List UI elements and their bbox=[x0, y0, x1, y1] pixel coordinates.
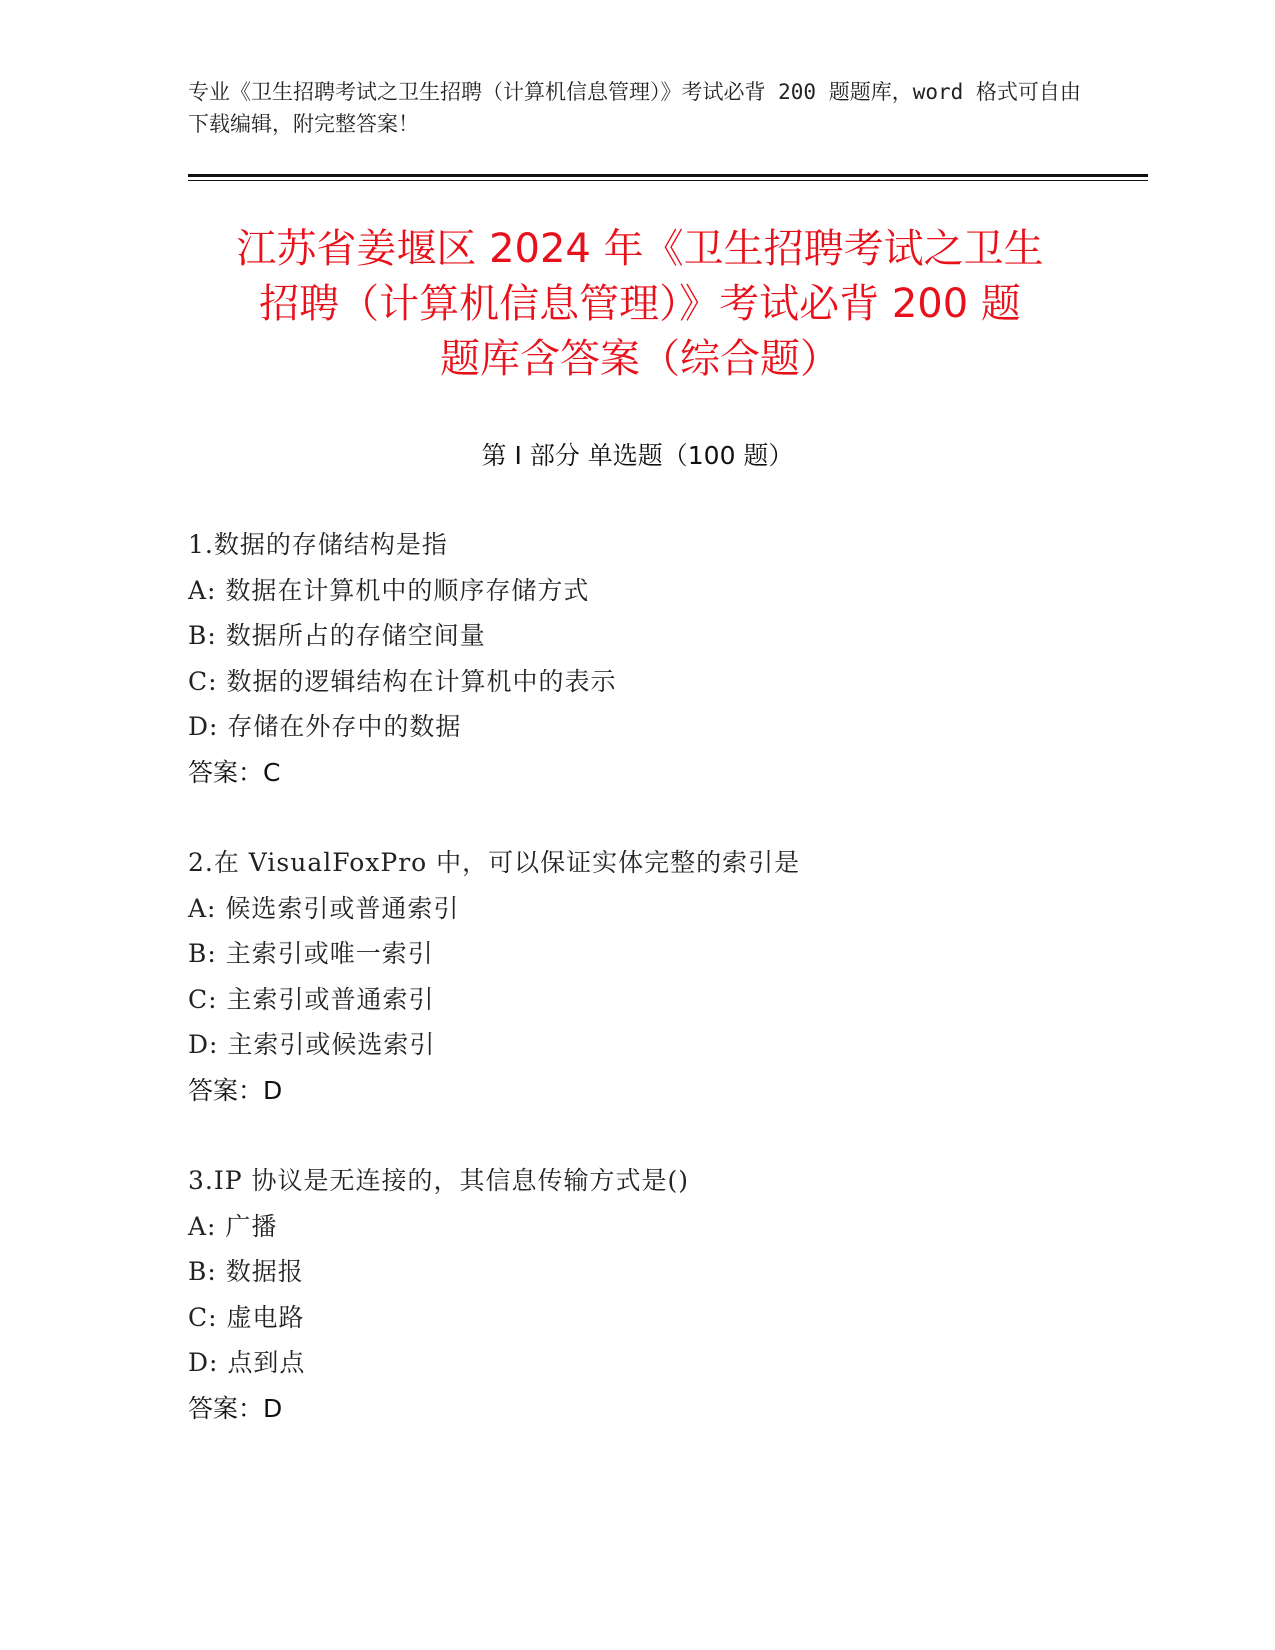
question-stem: 3.IP 协议是无连接的，其信息传输方式是() bbox=[188, 1166, 690, 1195]
option-b: B: 数据报 bbox=[188, 1257, 304, 1286]
option-a: A: 广播 bbox=[188, 1211, 278, 1241]
answer-text: 答案：D bbox=[188, 1075, 283, 1105]
question-stem: 2.在 VisualFoxPro 中，可以保证实体完整的索引是 bbox=[188, 848, 801, 877]
option-a: A: 候选索引或普通索引 bbox=[188, 893, 460, 923]
document-title bbox=[180, 222, 1100, 387]
option-c: C: 主索引或普通索引 bbox=[188, 984, 435, 1014]
header-divider-thick bbox=[188, 174, 1148, 177]
option-b: B: 主索引或唯一索引 bbox=[188, 939, 434, 968]
title-line-3: 题库含答案（综合题） bbox=[440, 336, 840, 382]
header-divider-thin bbox=[188, 180, 1148, 181]
title-line-1: 江苏省姜堰区 2024 年《卫生招聘考试之卫生 bbox=[236, 226, 1044, 272]
header-note: 专业《卫生招聘考试之卫生招聘（计算机信息管理）》考试必背 200 题题库，word 格式可自由下载编辑，附完整答案！ bbox=[188, 80, 1081, 136]
option-c: C: 虚电路 bbox=[188, 1302, 305, 1332]
question-stem: 1.数据的存储结构是指 bbox=[188, 530, 448, 559]
option-a: A: 数据在计算机中的顺序存储方式 bbox=[188, 575, 590, 605]
option-c: C: 数据的逻辑结构在计算机中的表示 bbox=[188, 666, 617, 696]
option-d: D: 主索引或候选索引 bbox=[188, 1030, 436, 1059]
section-title: 第 I 部分 单选题（100 题） bbox=[481, 441, 794, 470]
question-block bbox=[188, 840, 1138, 1113]
question-block bbox=[188, 522, 1138, 795]
option-d: D: 存储在外存中的数据 bbox=[188, 712, 462, 741]
option-d: D: 点到点 bbox=[188, 1348, 306, 1377]
title-line-2: 招聘（计算机信息管理）》考试必背 200 题 bbox=[259, 281, 1021, 327]
question-block bbox=[188, 1158, 1138, 1431]
answer-text: 答案：D bbox=[188, 1393, 283, 1423]
answer-text: 答案：C bbox=[188, 757, 281, 787]
option-b: B: 数据所占的存储空间量 bbox=[188, 621, 486, 650]
